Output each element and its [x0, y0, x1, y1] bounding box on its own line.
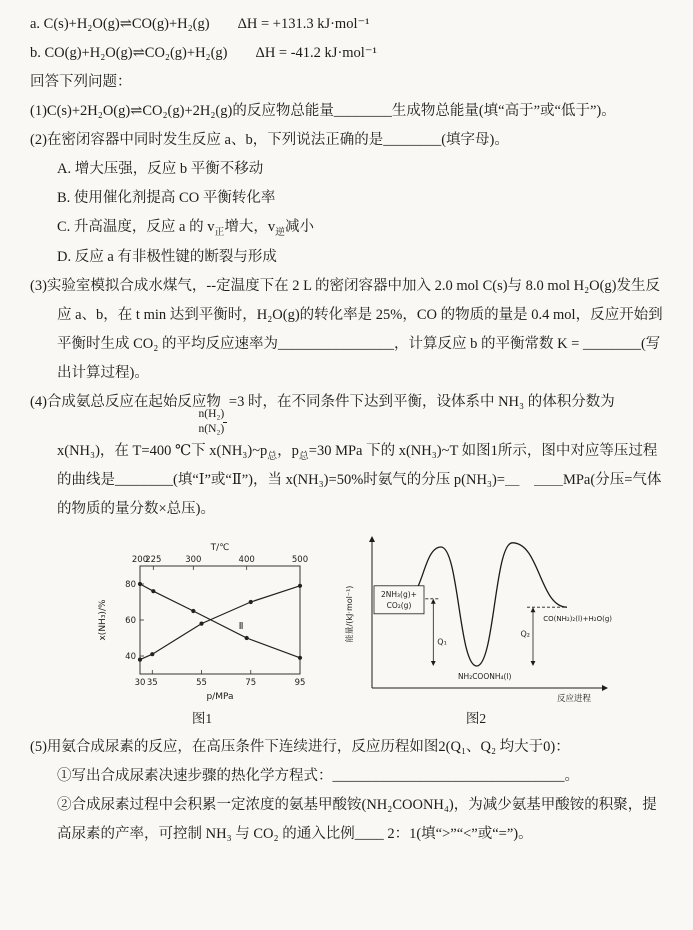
y-axis-label: x(NH₃)/%: [98, 599, 108, 641]
svg-text:95: 95: [294, 678, 306, 689]
q2-label: Q₂: [520, 629, 530, 639]
svg-text:75: 75: [245, 678, 257, 689]
fraction-denominator: n(N₂): [198, 422, 225, 435]
reaction-path-curve: [405, 543, 567, 666]
question-4-text: (4)合成氨总反应在起始反应物: [30, 393, 221, 410]
question-5-sub-2: ②合成尿素过程中会积累一定浓度的氨基甲酸铵(NH₂COONH₄)，为减少氨基甲酸铵的积聚，提高尿素的产率，可控制 NH₃ 与 CO₂ 的通入比例____ 2：1(填“>”“<”或“=”)。: [57, 797, 657, 843]
fraction-nh2-over-nn2: [198, 408, 227, 437]
question-2-option-a: A. 增大压强，反应 b 平衡不移动: [57, 161, 264, 177]
q1-label: Q₁: [437, 637, 447, 647]
question-5: (5)用氨合成尿素的反应，在高压条件下连续进行，反应历程如图2(Q₁、Q₂ 均大于0)：: [30, 739, 570, 756]
svg-text:400: 400: [238, 555, 255, 566]
figure-2-caption: 图2: [465, 711, 487, 727]
question-2: (2)在密闭容器中同时发生反应 a、b，下列说法正确的是________(填字母)。: [30, 132, 509, 148]
svg-text:300: 300: [185, 555, 202, 566]
option-c-text: 增大，v: [224, 219, 276, 235]
subscript-total: 总: [267, 450, 278, 462]
question-4-text: ，p: [277, 442, 299, 459]
question-4-text: =30 MPa 下的 x(NH₃)~T 如图1所示，图中对应等压过程的曲线是________(填“Ⅰ”或“Ⅱ”)，当 x(NH₃)=50%时氨气的分压 p(NH₃)=＿ ＿＿MPa(分压=气体的物质的量分数×总压)。: [57, 442, 662, 518]
fraction-numerator: n(H₂): [223, 408, 227, 423]
figure-1-caption: 图1: [191, 711, 213, 727]
curve-label: Ⅱ: [238, 621, 244, 633]
svg-text:500: 500: [291, 555, 309, 566]
svg-text:CO₂(g): CO₂(g): [386, 601, 412, 611]
option-c-text: C. 升高温度，反应 a 的 v: [57, 219, 215, 235]
svg-text:55: 55: [196, 678, 207, 689]
question-4-text: =3 时，在不同条件下达到平衡，设体系中 NH₃ 的体积分数为 x(NH₃)，在 T=400 ℃下 x(NH₃)~p: [57, 393, 615, 459]
figure-1-chart: [94, 536, 310, 708]
question-4: [30, 388, 669, 525]
plot-frame: [140, 566, 300, 674]
top-axis-label: T/℃: [210, 543, 230, 554]
figure-2-energy-diagram: [336, 530, 616, 708]
progress-axis-label: 反应进程: [556, 694, 592, 705]
figures-row: [94, 530, 669, 729]
equation-a-formula: a. C(s)+H₂O(g)⇌CO(g)+H₂(g): [30, 16, 210, 32]
subscript-forward: 正: [214, 226, 225, 238]
bottom-axis-label: p/MPa: [206, 692, 234, 703]
equation-b: [30, 39, 669, 68]
option-c-text: 减小: [284, 219, 314, 235]
svg-text:40: 40: [125, 652, 136, 663]
svg-text:60: 60: [125, 616, 136, 627]
svg-text:225: 225: [145, 555, 162, 566]
figure-2: [336, 530, 616, 729]
figure-1: [94, 536, 310, 729]
question-2-option-d: D. 反应 a 有非极性键的断裂与形成: [57, 248, 277, 265]
energy-axis-label: 能量/(kJ·mol⁻¹): [345, 585, 354, 643]
equation-a-enthalpy: ΔH = +131.3 kJ·mol⁻¹: [237, 16, 370, 32]
intermediate-label: NH₂COONH₄(l): [457, 672, 512, 682]
equation-b-enthalpy: ΔH = -41.2 kJ·mol⁻¹: [255, 45, 377, 61]
question-2-option-c: [30, 213, 669, 243]
svg-text:2NH₃(g)+: 2NH₃(g)+: [381, 590, 417, 600]
question-2-option-b: B. 使用催化剂提高 CO 平衡转化率: [57, 190, 276, 206]
svg-text:35: 35: [146, 678, 158, 689]
question-1: (1)C(s)+2H₂O(g)⇌CO₂(g)+2H₂(g)的反应物总能量________生成物总能量(填“高于”或“低于”)。: [30, 103, 616, 119]
equation-b-formula: b. CO(g)+H₂O(g)⇌CO₂(g)+H₂(g): [30, 45, 228, 61]
products-label: CO(NH₂)₂(l)+H₂O(g): [543, 615, 612, 624]
equation-a: [30, 10, 669, 39]
svg-text:80: 80: [125, 580, 136, 591]
question-3: (3)实验室模拟合成水煤气，--定温度下在 2 L 的密闭容器中加入 2.0 mol C(s)与 8.0 mol H₂O(g)发生反应 a、b，在 t min 达到平衡时，H₂O(g)的转化率是 25%，CO 的物质的量是 0.4 mol，反应开始到平衡时生成 CO₂ 的平均反应速率为________________，计算反应 b 的平衡常数 K = ________(写出计算过程)。: [30, 277, 663, 381]
svg-text:30: 30: [134, 678, 146, 689]
answer-prompt: 回答下列问题：: [30, 74, 132, 90]
svg-text:200: 200: [131, 555, 149, 566]
subscript-total: 总: [298, 450, 309, 462]
question-5-sub-1: ①写出合成尿素决速步骤的热化学方程式：________________________________。: [57, 768, 579, 785]
subscript-reverse: 逆: [275, 226, 285, 238]
